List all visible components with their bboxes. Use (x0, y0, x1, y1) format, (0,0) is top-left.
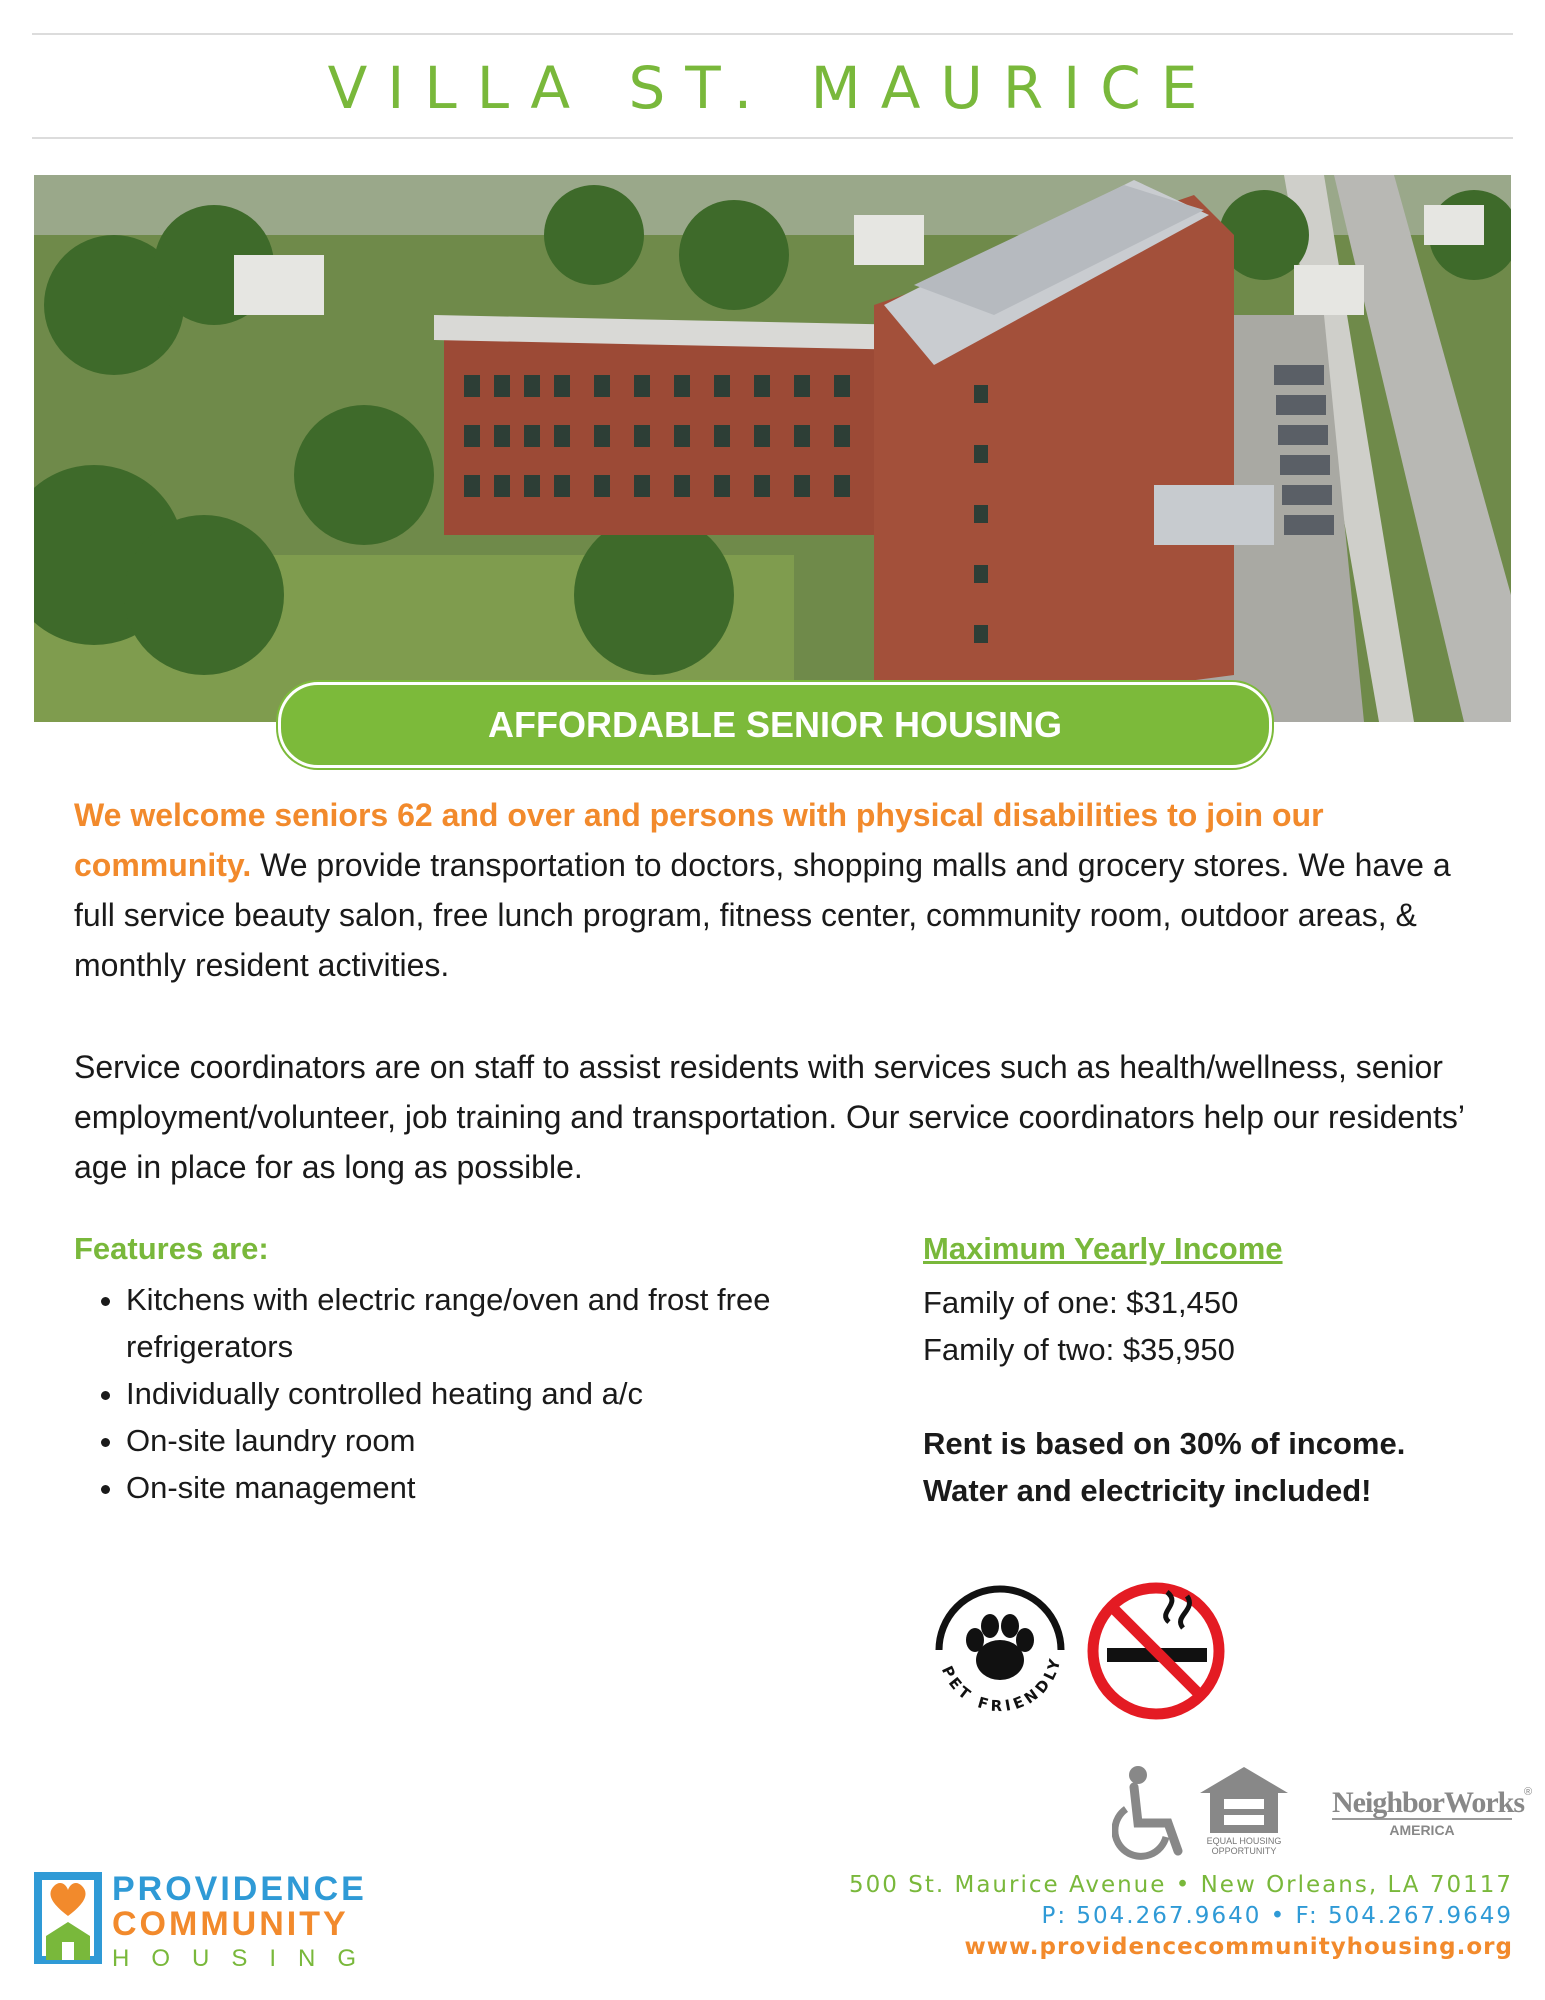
intro-paragraph (74, 790, 1474, 990)
neighborworks-sub: AMERICA (1332, 1818, 1512, 1838)
utilities-note: Water and electricity included! (923, 1473, 1372, 1508)
list-item: • On-site laundry room (126, 1417, 926, 1464)
income-heading: Maximum Yearly Income (923, 1231, 1283, 1266)
neighborworks-logo (1332, 1786, 1533, 1838)
address: 500 St. Maurice Avenue • New Orleans, LA 70117 (849, 1872, 1513, 1898)
top-rule (32, 33, 1513, 35)
no-smoking-icon (1087, 1582, 1225, 1725)
contact-block (849, 1870, 1513, 1963)
features-heading: Features are: (74, 1231, 269, 1266)
equal-housing-text: EQUAL HOUSING OPPORTUNITY (1206, 1836, 1282, 1856)
logo-community: COMMUNITY (112, 1905, 349, 1943)
page-title: VILLA ST. MAURICE (327, 54, 1218, 122)
features-list (74, 1276, 926, 1511)
pet-friendly-icon (925, 1580, 1075, 1730)
wheelchair-accessible-icon (1112, 1765, 1188, 1866)
intro-highlight: We welcome seniors 62 and over and persons with physical disabilities to join our community. (74, 797, 1324, 883)
phone-fax: P: 504.267.9640 • F: 504.267.9649 (1041, 1903, 1513, 1929)
list-item: • Individually controlled heating and a/c (126, 1370, 926, 1417)
website-link[interactable]: www.providencecommunityhousing.org (964, 1934, 1513, 1960)
logo-providence: PROVIDENCE (112, 1870, 367, 1908)
title-rule (32, 137, 1513, 139)
providence-logo-mark (32, 1870, 104, 1971)
rent-note: Rent is based on 30% of income. (923, 1426, 1406, 1461)
list-item: • Kitchens with electric range/oven and frost free refrigerators (126, 1276, 926, 1370)
intro-body: We provide transportation to doctors, shopping malls and grocery stores. We have a full service beauty salon, free lunch program, fitness center, community room, outdoor areas, & monthly resident activities. (74, 847, 1451, 983)
building-aerial-photo (34, 175, 1511, 722)
logo-housing: HOUSING (112, 1945, 379, 1972)
income-family-one: Family of one: $31,450 (923, 1285, 1239, 1320)
equal-housing-icon (1198, 1765, 1290, 1840)
pet-friendly-text: PET FRIENDLY (937, 1653, 1065, 1716)
list-item: • On-site management (126, 1464, 926, 1511)
neighborworks-registered-mark: ® (1524, 1786, 1533, 1798)
income-family-two: Family of two: $35,950 (923, 1332, 1235, 1367)
neighborworks-name: NeighborWorks (1332, 1786, 1525, 1819)
services-paragraph: Service coordinators are on staff to assist residents with services such as health/wellness, senior employment/volunteer, job training and transportation. Our service coordinators help our residents’ age in place for as long as possible. (74, 1049, 1464, 1185)
affordable-senior-housing-banner: AFFORDABLE SENIOR HOUSING (278, 682, 1272, 768)
